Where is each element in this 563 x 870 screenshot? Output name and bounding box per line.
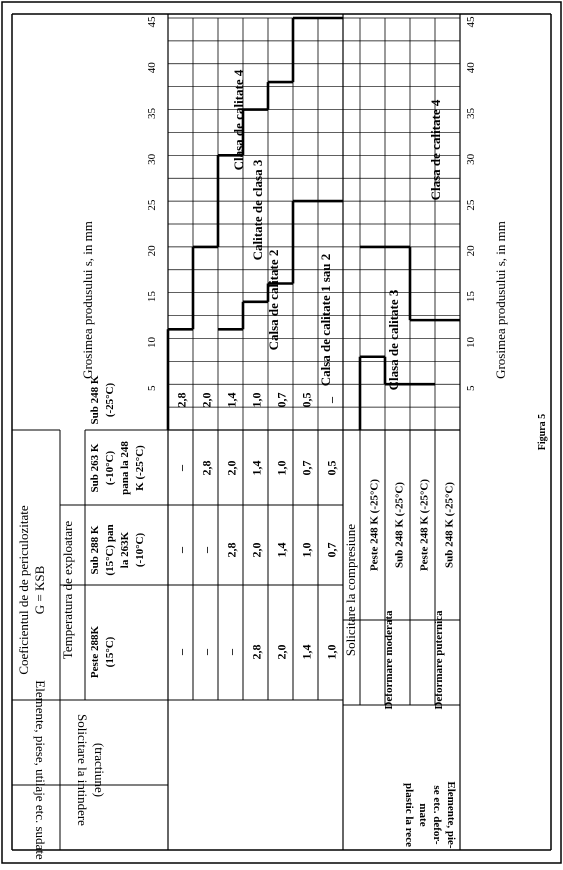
axis-tick-right-15: 15: [465, 291, 477, 303]
tension-cell-3-0: 2,8: [249, 644, 264, 660]
left-label-tension-1: Solicitare la intindere: [75, 714, 90, 826]
compression-temp-0: Peste 248 K (-25°C): [368, 478, 381, 572]
left-label-plastic-0: Elemente, pie-: [445, 781, 457, 849]
chart-grid: [168, 18, 460, 430]
table-grid-lines: [12, 14, 551, 850]
tension-cell-2-0: –: [224, 649, 239, 655]
axis-tick-left-15: 15: [146, 291, 158, 303]
col-header-3-0: Sub 248 K: [89, 375, 101, 425]
col-header-3-1: (-25°C): [104, 382, 116, 418]
left-label-plastic-3: plastic la rece: [403, 783, 415, 847]
left-label-tension-2: (tractiune): [92, 742, 107, 798]
col-header-2-2: pana la 248: [119, 441, 131, 495]
tension-cell-0-2: –: [174, 465, 189, 471]
tension-cell-5-0: 1,4: [299, 644, 314, 660]
axis-tick-left-20: 20: [146, 245, 158, 257]
table-title-line2: G = KSB: [32, 565, 47, 615]
class-label-lower-4: Clasa de calitate 4: [428, 99, 443, 201]
figure-caption: Figura 5: [537, 413, 548, 451]
col-header-2-0: Sub 263 K: [89, 443, 101, 493]
tension-cell-3-2: 1,4: [249, 460, 264, 476]
class-label-upper-1: Calsa de calitate 1 sau 2: [318, 253, 333, 387]
left-label-plastic-2: mate: [417, 803, 429, 827]
axis-tick-left-40: 40: [146, 62, 158, 74]
col-header-1-3: (-10°C): [134, 532, 146, 568]
tension-cell-0-0: –: [174, 649, 189, 655]
axis-label-right: Grosimea produsului s, in mm: [493, 221, 508, 379]
compression-temp-2: Peste 248 K (-25°C): [418, 478, 431, 572]
tension-cell-2-1: 2,8: [224, 542, 239, 558]
axis-label-left: Grosimea produsului s, in mm: [80, 221, 95, 379]
col-header-2-3: K (-25°C): [134, 445, 146, 491]
compression-temp-3: Sub 248 K (-25°C): [443, 482, 456, 568]
tension-cell-6-0: 1,0: [324, 644, 339, 660]
tension-cell-2-2: 2,0: [224, 460, 239, 476]
axis-tick-right-40: 40: [465, 62, 477, 74]
tension-cell-2-3: 1,4: [224, 392, 239, 408]
class-label-upper-2: Calsa de calitate 2: [266, 249, 281, 351]
axis-tick-left-25: 25: [146, 199, 158, 211]
axis-tick-right-10: 10: [465, 336, 477, 348]
tension-cell-3-1: 2,0: [249, 542, 264, 558]
axis-tick-left-5: 5: [146, 385, 158, 391]
tension-cell-5-2: 0,7: [299, 460, 314, 476]
tension-cell-4-1: 1,4: [274, 542, 289, 558]
axis-tick-left-10: 10: [146, 336, 158, 348]
tension-cell-1-2: 2,8: [199, 460, 214, 476]
col-header-1-1: (15°C) pan: [104, 524, 116, 576]
left-label-plastic-1: se etc. defor-: [431, 785, 443, 845]
tension-cell-6-1: 0,7: [324, 542, 339, 558]
tension-cell-4-3: 0,7: [274, 392, 289, 408]
tension-cell-1-1: –: [199, 547, 214, 553]
col-header-0-1: (15°C): [104, 636, 116, 668]
axis-tick-left-30: 30: [146, 153, 158, 165]
tension-cell-6-2: 0,5: [324, 460, 339, 476]
axis-tick-left-35: 35: [146, 108, 158, 120]
tension-cell-1-3: 2,0: [199, 392, 214, 408]
temperature-header: Temperatura de exploatare: [60, 520, 75, 660]
tension-cell-5-3: 0,5: [299, 392, 314, 408]
col-header-2-1: (-10°C): [104, 450, 116, 486]
tension-cell-4-2: 1,0: [274, 460, 289, 476]
axis-tick-right-25: 25: [465, 199, 477, 211]
axis-tick-right-30: 30: [465, 153, 477, 165]
axis-tick-right-5: 5: [465, 385, 477, 391]
col-header-0-0: Peste 288K: [89, 625, 101, 679]
tension-cell-3-3: 1,0: [249, 392, 264, 408]
axis-tick-right-20: 20: [465, 245, 477, 257]
axis-tick-right-45: 45: [465, 16, 477, 28]
table-title-line1: Coeficientul de de periculozitate: [16, 505, 31, 675]
tension-cell-1-0: –: [199, 649, 214, 655]
compression-strong: Deformare puternica: [433, 610, 445, 710]
compression-moderate: Deformare moderata: [383, 610, 395, 710]
left-label-main: Elemente, piese, utilaje etc. sudate: [33, 680, 48, 860]
tension-cell-6-3: –: [324, 397, 339, 403]
class-label-upper-4: Clasa de calitate 4: [231, 69, 246, 171]
tension-cell-0-1: –: [174, 547, 189, 553]
axis-tick-right-35: 35: [465, 108, 477, 120]
compression-header: Solicitare la compresiune: [343, 523, 358, 657]
col-header-1-2: la 263K: [119, 531, 131, 569]
compression-temp-1: Sub 248 K (-25°C): [393, 482, 406, 568]
figure-texts: [16, 16, 548, 860]
tension-cell-4-0: 2,0: [274, 644, 289, 660]
tension-cell-5-1: 1,0: [299, 542, 314, 558]
axis-tick-left-45: 45: [146, 16, 158, 28]
col-header-1-0: Sub 288 K: [89, 525, 101, 575]
tension-cell-0-3: 2,8: [174, 392, 189, 408]
class-label-lower-3: Clasa de calitate 3: [386, 289, 401, 391]
class-label-upper-3: Calitate de clasa 3: [250, 159, 265, 261]
